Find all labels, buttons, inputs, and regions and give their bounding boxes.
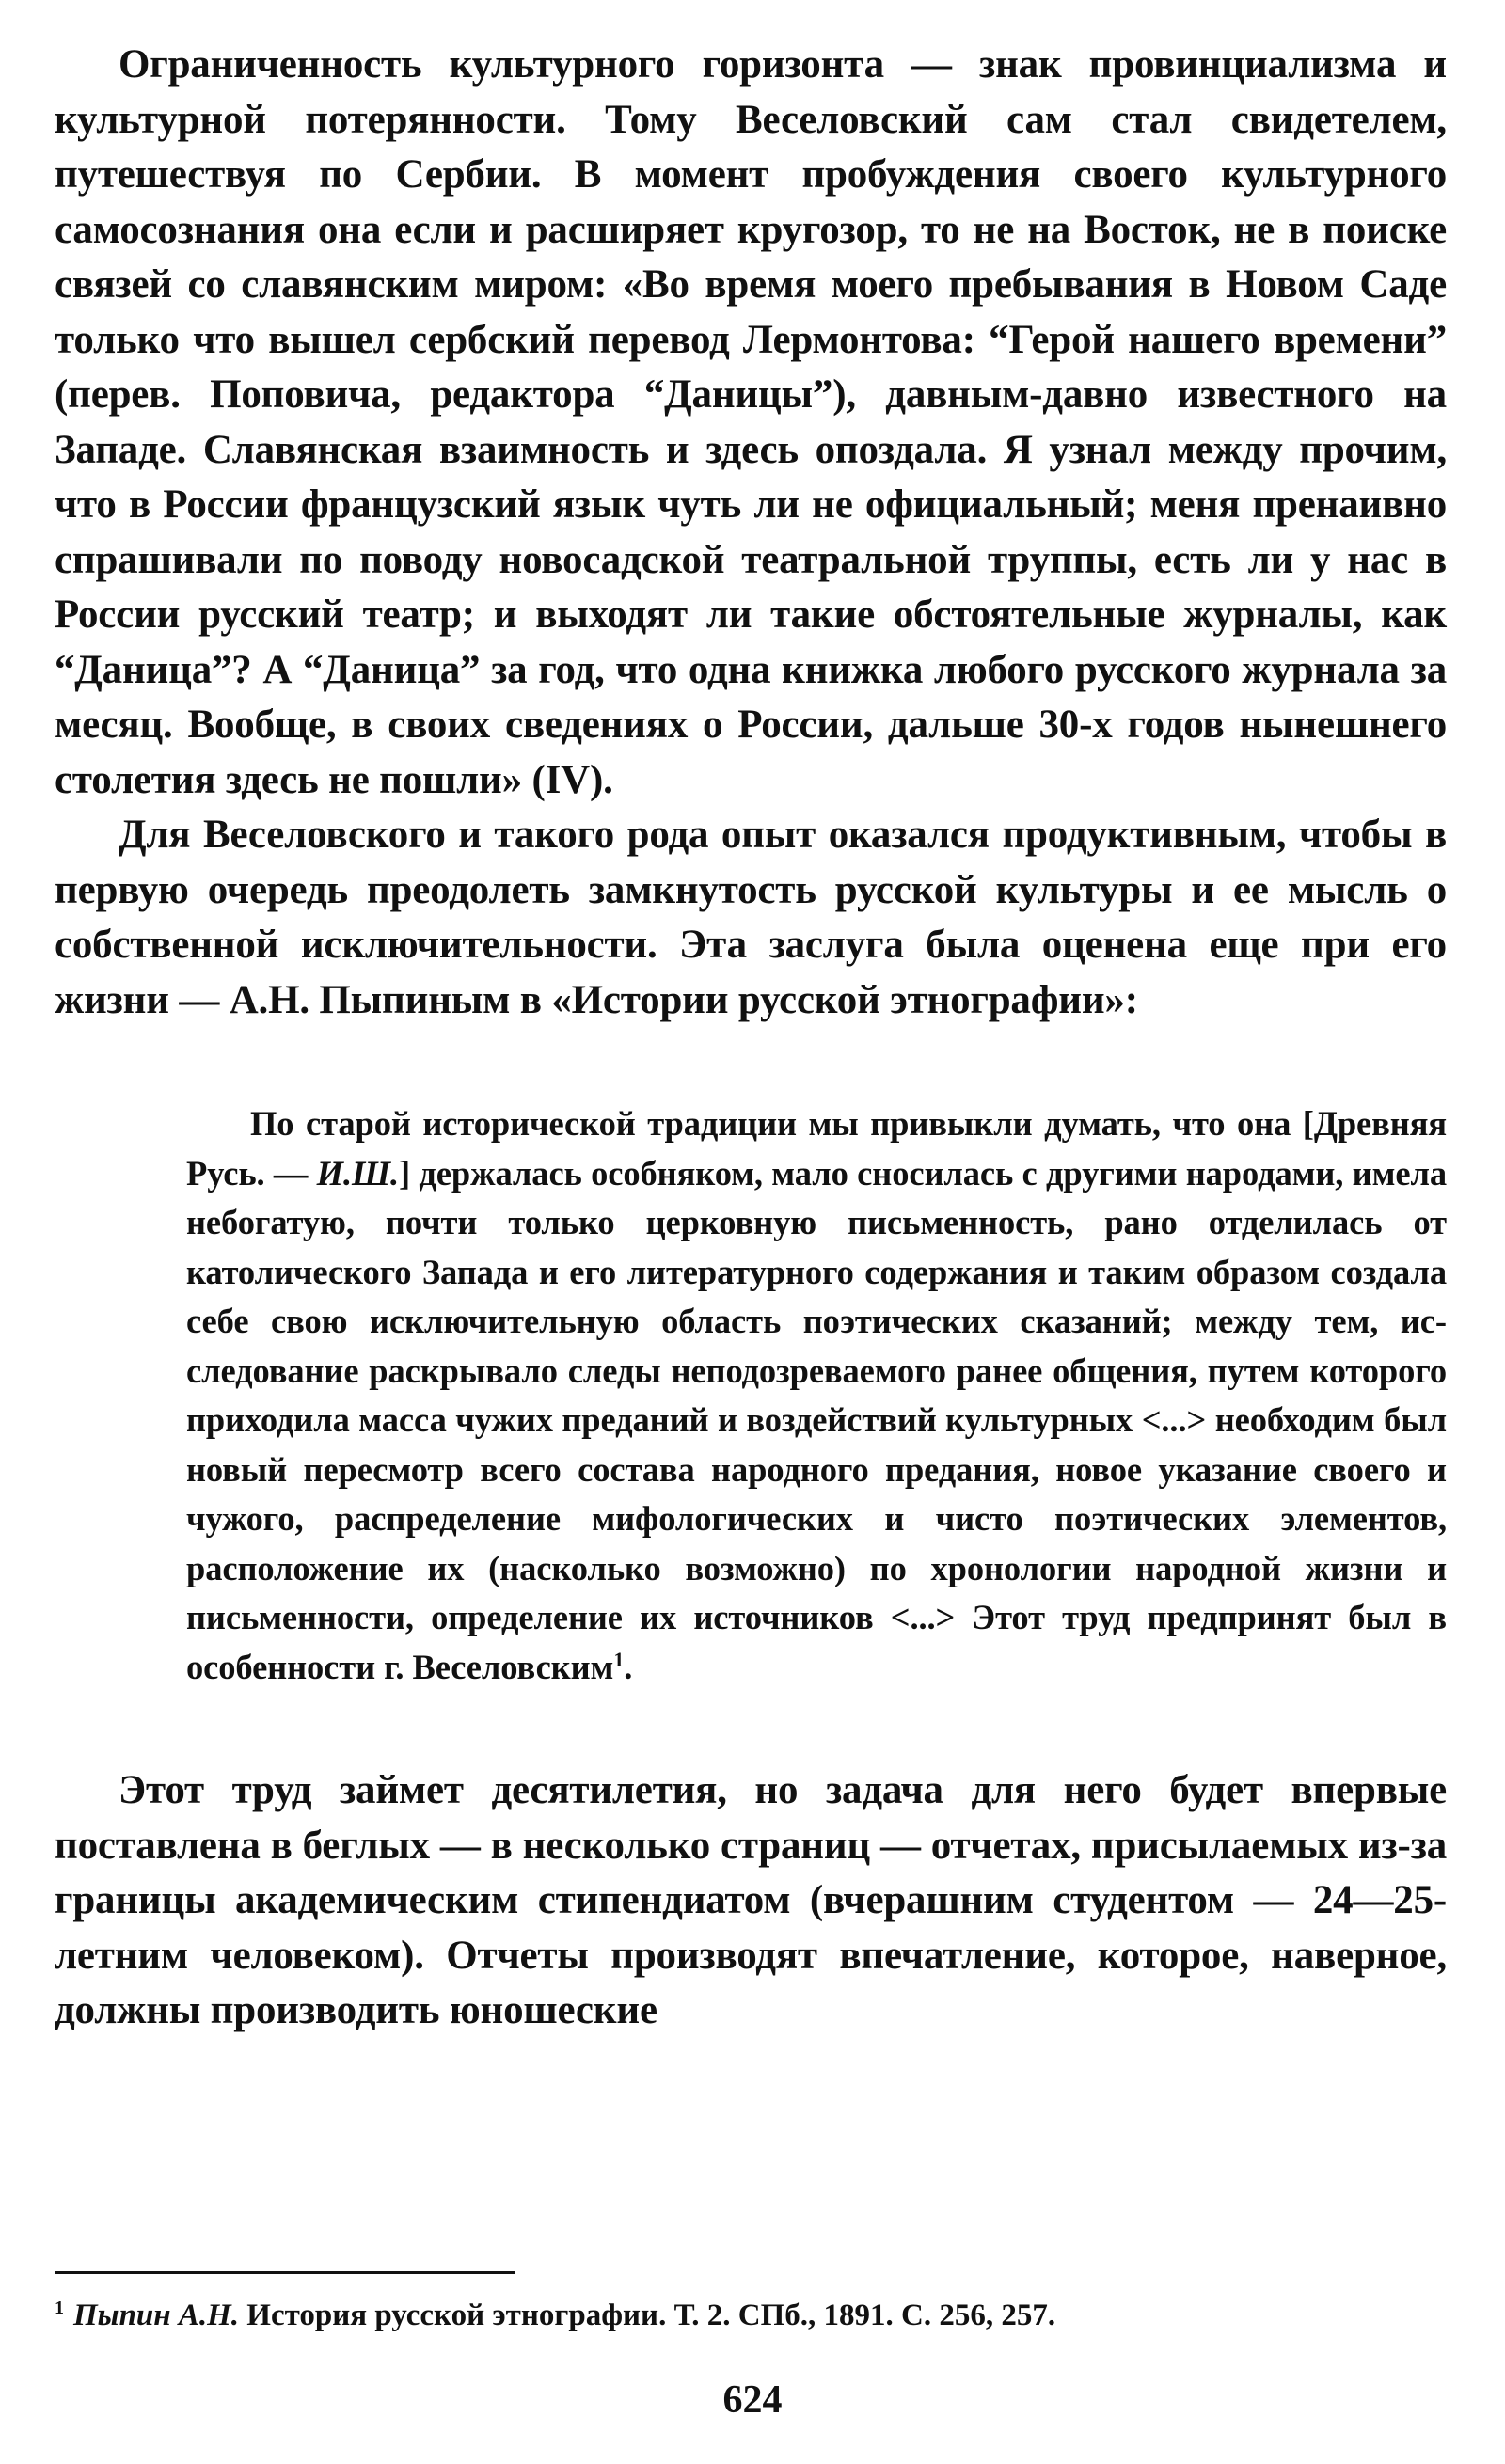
quote-initials: И.Ш. [316,1153,400,1193]
footnote-text: История русской этнографии. Т. 2. СПб., 1891. С. 256, 257. [239,2298,1056,2332]
footnote-author: Пыпин А.Н. [73,2298,240,2332]
paragraph-3: Этот труд займет десятилетия, но задача для него будет впервые поставлена в беглых — в несколько страниц — отчетах, присылаемых из-за границы академическим стипендиатом (вчерашним студентом — 24—25-летним человеком). Отчеты производят впечатление, которое, наверное, должны производить юношеские [55,1768,1447,2032]
paragraph-1: Ограниченность культурного горизонта — знак провинциализма и культурной потерянности. Тому Веселовский сам стал свидетелем, путешествуя по Сербии. В момент пробуждения своего культурного самосознания она если и расширяет кругозор, то не на Восток, не в поиске связей со славянским миром: «Во время моего пребывания в Новом Саде только что вышел сербский перевод Лермонтова: “Герой нашего времени” (перев. Поповича, редактора “Даницы”), давным-давно известного на Западе. Славянская взаимность и здесь опоздала. Я узнал между прочим, что в России французский язык чуть ли не официальный; меня пренаивно спрашивали по поводу новосадской театральной труппы, есть ли у нас в России русский театр; и выходят ли такие обстоятельные журналы, как “Даница”? А “Даница” за год, что одна книжка любого русского журнала за месяц. Вообще, в своих сведениях о России, дальше 30-х годов нынешнего столетия здесь не пошли» (IV). [55,42,1447,802]
quote-text-main: ] держалась особняком, мало сносилась с другими народами, имела небогатую, почти только церковную письменность, рано отделилась от католического Запада и его литературного содержания и таким образом создала себе свою исключительную область поэтических сказаний; между тем, исследование раскрывало следы неподозреваемого ранее общения, путем которого приходила масса чужих преданий и воздействий культурных <...> необходим был новый пересмотр всего состава народного предания, новое указание своего и чужого, распределение мифологических и чисто поэтических элементов, расположение их (насколько возможно) по хронологии народной жизни и письменности, определение их источников <...> Этот труд предпринят был в особенности г. Веселовским [186,1153,1447,1686]
footnote-divider [55,2271,515,2274]
footnote-mark: 1 [55,2298,64,2318]
footnote [55,2295,1447,2336]
page-number: 624 [722,2378,783,2422]
block-quote [186,1099,1447,1692]
quote-text-start: По старой исторической традиции мы привыкли думать, что она [Древняя Русь. — [186,1104,1447,1193]
paragraph-2: Для Веселовского и такого рода опыт оказался продуктивным, чтобы в первую очередь преодолеть замкнутость русской культуры и ее мысль о собственной исключительности. Эта заслуга была оценена еще при его жизни — А.Н. Пыпиным в «Истории русской этнографии»: [55,813,1447,1022]
page-body [55,38,1447,2039]
quote-text-end: . [624,1647,633,1686]
footnote-reference[interactable]: 1 [613,1647,625,1671]
